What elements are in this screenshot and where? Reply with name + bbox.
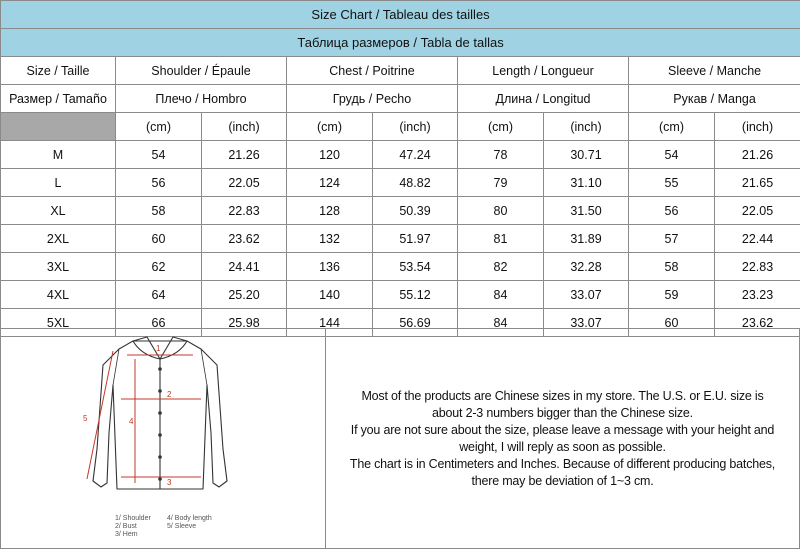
table-row xyxy=(1,169,800,197)
unit-inch: (inch) xyxy=(202,113,287,141)
unit-cm: (cm) xyxy=(116,113,202,141)
legend-hem: 3/ Hem xyxy=(115,531,167,539)
value-cell: 22.44 xyxy=(715,225,800,253)
value-cell: 33.07 xyxy=(544,309,629,337)
value-cell: 60 xyxy=(116,225,202,253)
sleeve-header: Sleeve / Manche xyxy=(629,57,800,85)
shoulder-header-alt: Плечо / Hombro xyxy=(116,85,287,113)
value-cell: 51.97 xyxy=(373,225,458,253)
value-cell: 136 xyxy=(287,253,373,281)
measure-label-4: 4 xyxy=(129,417,134,426)
value-cell: 30.71 xyxy=(544,141,629,169)
value-cell: 140 xyxy=(287,281,373,309)
size-header: Size / Taille xyxy=(1,57,116,85)
value-cell: 59 xyxy=(629,281,715,309)
legend-sleeve: 5/ Sleeve xyxy=(167,523,219,531)
value-cell: 128 xyxy=(287,197,373,225)
value-cell: 56 xyxy=(116,169,202,197)
note-line: about 2-3 numbers bigger than the Chinese size. xyxy=(350,405,775,422)
length-header: Length / Longueur xyxy=(458,57,629,85)
value-cell: 55.12 xyxy=(373,281,458,309)
value-cell: 22.83 xyxy=(715,253,800,281)
value-cell: 22.05 xyxy=(202,169,287,197)
value-cell: 53.54 xyxy=(373,253,458,281)
measure-label-2: 2 xyxy=(167,390,172,399)
value-cell: 79 xyxy=(458,169,544,197)
note-line: If you are not sure about the size, please leave a message with your height and xyxy=(350,422,775,439)
unit-inch: (inch) xyxy=(544,113,629,141)
value-cell: 84 xyxy=(458,281,544,309)
legend-body-length: 4/ Body length xyxy=(167,515,219,523)
table-subtitle: Таблица размеров / Tabla de tallas xyxy=(1,29,800,57)
table-row xyxy=(1,141,800,169)
note-line: there may be deviation of 1~3 cm. xyxy=(350,473,775,490)
value-cell: 47.24 xyxy=(373,141,458,169)
measure-label-1: 1 xyxy=(156,344,161,353)
size-cell: L xyxy=(1,169,116,197)
value-cell: 66 xyxy=(116,309,202,337)
note-line: weight, I will reply as soon as possible. xyxy=(350,439,775,456)
value-cell: 48.82 xyxy=(373,169,458,197)
size-cell: XL xyxy=(1,197,116,225)
size-cell: 2XL xyxy=(1,225,116,253)
notes-text xyxy=(350,388,775,490)
unit-cm: (cm) xyxy=(458,113,544,141)
value-cell: 24.41 xyxy=(202,253,287,281)
note-line: Most of the products are Chinese sizes in my store. The U.S. or E.U. size is xyxy=(350,388,775,405)
value-cell: 132 xyxy=(287,225,373,253)
size-cell: 4XL xyxy=(1,281,116,309)
notes-box xyxy=(326,328,800,549)
chest-header-alt: Грудь / Pecho xyxy=(287,85,458,113)
value-cell: 56.69 xyxy=(373,309,458,337)
size-cell: 3XL xyxy=(1,253,116,281)
value-cell: 50.39 xyxy=(373,197,458,225)
value-cell: 60 xyxy=(629,309,715,337)
value-cell: 58 xyxy=(629,253,715,281)
value-cell: 80 xyxy=(458,197,544,225)
shoulder-header: Shoulder / Épaule xyxy=(116,57,287,85)
value-cell: 55 xyxy=(629,169,715,197)
value-cell: 31.89 xyxy=(544,225,629,253)
value-cell: 54 xyxy=(629,141,715,169)
value-cell: 84 xyxy=(458,309,544,337)
measure-lines xyxy=(87,351,201,483)
value-cell: 58 xyxy=(116,197,202,225)
unit-cm: (cm) xyxy=(629,113,715,141)
value-cell: 124 xyxy=(287,169,373,197)
legend-bust: 2/ Bust xyxy=(115,523,167,531)
value-cell: 31.10 xyxy=(544,169,629,197)
value-cell: 23.62 xyxy=(715,309,800,337)
legend-shoulder: 1/ Shoulder xyxy=(115,515,167,523)
table-row xyxy=(1,197,800,225)
measure-label-3: 3 xyxy=(167,478,172,487)
value-cell: 25.20 xyxy=(202,281,287,309)
table-title: Size Chart / Tableau des tailles xyxy=(1,1,800,29)
value-cell: 144 xyxy=(287,309,373,337)
value-cell: 22.05 xyxy=(715,197,800,225)
table-row xyxy=(1,253,800,281)
value-cell: 82 xyxy=(458,253,544,281)
unit-cm: (cm) xyxy=(287,113,373,141)
value-cell: 81 xyxy=(458,225,544,253)
chest-header: Chest / Poitrine xyxy=(287,57,458,85)
gray-cell xyxy=(1,113,116,141)
value-cell: 78 xyxy=(458,141,544,169)
diagram-legend xyxy=(115,515,219,539)
value-cell: 22.83 xyxy=(202,197,287,225)
value-cell: 64 xyxy=(116,281,202,309)
length-header-alt: Длина / Longitud xyxy=(458,85,629,113)
value-cell: 32.28 xyxy=(544,253,629,281)
value-cell: 120 xyxy=(287,141,373,169)
note-line: The chart is in Centimeters and Inches. Because of different producing batches, xyxy=(350,456,775,473)
unit-inch: (inch) xyxy=(373,113,458,141)
value-cell: 23.62 xyxy=(202,225,287,253)
value-cell: 31.50 xyxy=(544,197,629,225)
value-cell: 54 xyxy=(116,141,202,169)
size-cell: M xyxy=(1,141,116,169)
measure-label-5: 5 xyxy=(83,414,88,423)
value-cell: 33.07 xyxy=(544,281,629,309)
value-cell: 57 xyxy=(629,225,715,253)
size-header-alt: Размер / Tamaño xyxy=(1,85,116,113)
table-row xyxy=(1,281,800,309)
value-cell: 25.98 xyxy=(202,309,287,337)
value-cell: 56 xyxy=(629,197,715,225)
size-cell: 5XL xyxy=(1,309,116,337)
sleeve-header-alt: Рукав / Manga xyxy=(629,85,800,113)
value-cell: 62 xyxy=(116,253,202,281)
table-body xyxy=(1,141,800,337)
value-cell: 21.26 xyxy=(202,141,287,169)
table-row xyxy=(1,225,800,253)
bottom-section xyxy=(0,328,800,549)
unit-inch: (inch) xyxy=(715,113,800,141)
shirt-diagram xyxy=(0,328,326,549)
value-cell: 21.26 xyxy=(715,141,800,169)
value-cell: 21.65 xyxy=(715,169,800,197)
value-cell: 23.23 xyxy=(715,281,800,309)
